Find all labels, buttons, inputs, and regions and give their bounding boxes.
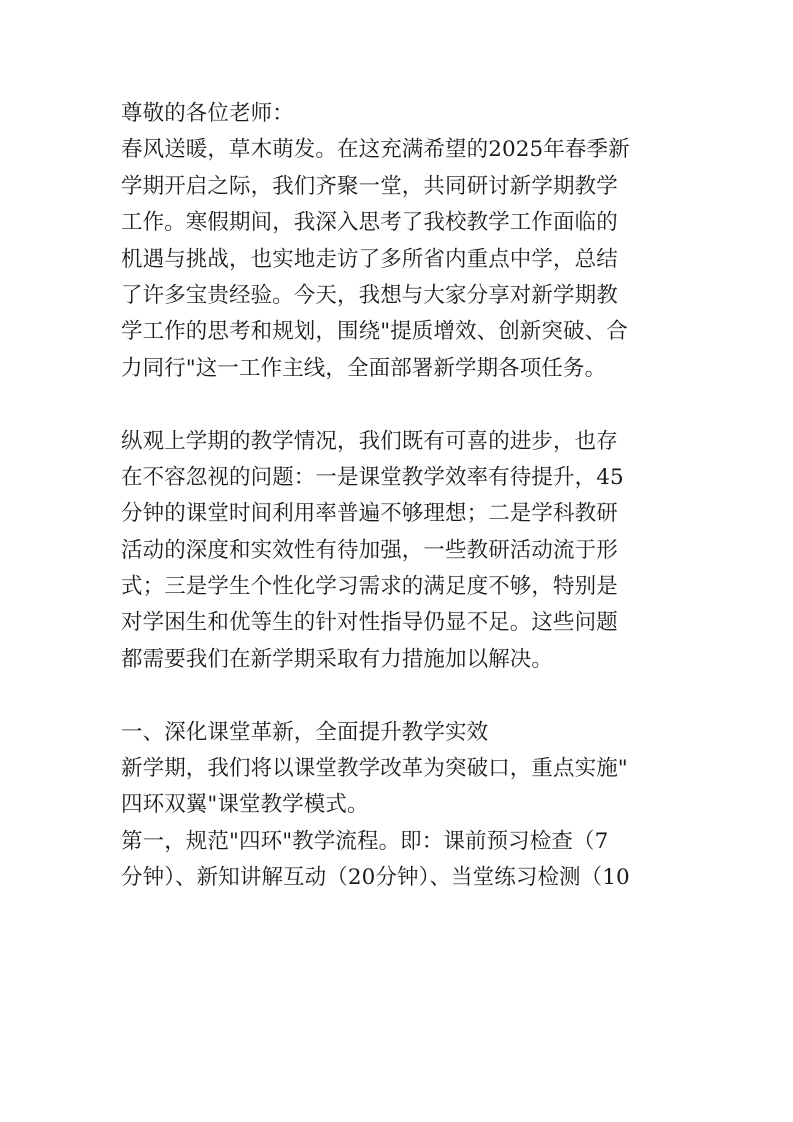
review-line: 式；三是学生个性化学习需求的满足度不够，特别是 bbox=[121, 574, 618, 600]
paragraph-spacer bbox=[121, 678, 677, 714]
intro-line: 了许多宝贵经验。今天，我想与大家分享对新学期教 bbox=[121, 282, 618, 308]
paragraph-spacer bbox=[121, 387, 677, 423]
review-line: 纵观上学期的教学情况，我们既有可喜的进步，也存 bbox=[121, 428, 618, 454]
review-line: 在不容忽视的问题：一是课堂教学效率有待提升，45 bbox=[121, 464, 624, 490]
intro-paragraph bbox=[121, 132, 677, 387]
intro-line: 春风送暖，草木萌发。在这充满希望的2025年春季新 bbox=[121, 137, 630, 163]
intro-line: 力同行"这一工作主线，全面部署新学期各项任务。 bbox=[121, 355, 607, 381]
review-line: 都需要我们在新学期采取有力措施加以解决。 bbox=[121, 646, 554, 672]
intro-line: 学期开启之际，我们齐聚一堂，共同研讨新学期教学 bbox=[121, 173, 618, 199]
review-line: 对学困生和优等生的针对性指导仍显不足。这些问题 bbox=[121, 610, 618, 636]
review-paragraph bbox=[121, 424, 677, 679]
review-line: 分钟的课堂时间利用率普遍不够理想；二是学科教研 bbox=[121, 501, 618, 527]
section1-line: 新学期，我们将以课堂教学改革为突破口，重点实施" bbox=[121, 756, 628, 782]
section1-line: 第一，规范"四环"教学流程。即：课前预习检查（7 bbox=[121, 828, 609, 854]
intro-line: 学工作的思考和规划，围绕"提质增效、创新突破、合 bbox=[121, 319, 628, 345]
section1-paragraph bbox=[121, 751, 677, 897]
section1-line: 分钟）、新知讲解互动（20分钟）、当堂练习检测（10 bbox=[121, 865, 630, 891]
salutation: 尊敬的各位老师： bbox=[121, 101, 294, 126]
document-body bbox=[121, 96, 677, 897]
intro-line: 机遇与挑战，也实地走访了多所省内重点中学，总结 bbox=[121, 246, 618, 272]
section-heading: 一、深化课堂革新，全面提升教学实效 bbox=[121, 719, 489, 745]
intro-line: 工作。寒假期间，我深入思考了我校教学工作面临的 bbox=[121, 210, 618, 236]
review-line: 活动的深度和实效性有待加强，一些教研活动流于形 bbox=[121, 537, 618, 563]
section1-line: 四环双翼"课堂教学模式。 bbox=[121, 792, 369, 818]
